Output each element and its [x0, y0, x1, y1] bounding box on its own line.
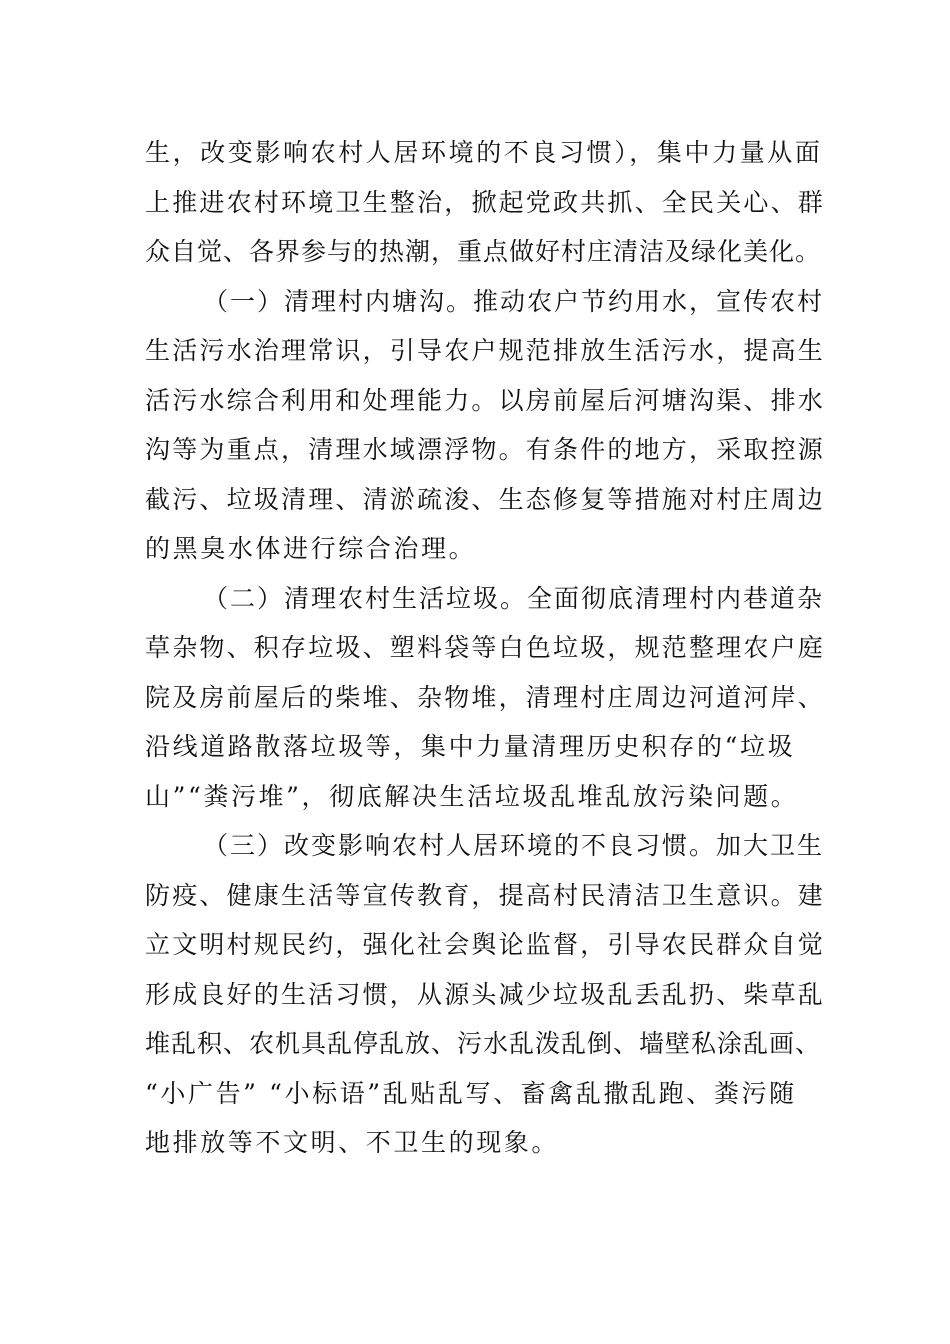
text-line: 地排放等不文明、不卫生的现象。: [145, 1128, 560, 1157]
section-2-heading-line: （二）清理农村生活垃圾。全面彻底清理村内巷道杂: [203, 583, 825, 613]
text-line: “小广告” “小标语”乱贴乱写、畜禽乱撒乱跑、粪污随: [145, 1078, 797, 1108]
text-line: 形成良好的生活习惯，从源头减少垃圾乱丢乱扔、柴草乱: [145, 979, 826, 1009]
text-line: 山”“粪污堆”，彻底解决生活垃圾乱堆乱放污染问题。: [145, 781, 799, 811]
body-text: [145, 128, 826, 1168]
text-line: 立文明村规民约，强化社会舆论监督，引导农民群众自觉: [145, 930, 826, 959]
text-line: 院及房前屋后的柴堆、杂物堆，清理村庄周边河道河岸、: [145, 682, 826, 712]
text-line: 的黑臭水体进行综合治理。: [145, 534, 477, 563]
text-line: 生活污水治理常识，引导农户规范排放生活污水，提高生: [145, 336, 826, 365]
text-line: 截污、垃圾清理、清淤疏浚、生态修复等措施对村庄周边: [145, 484, 826, 514]
text-line: 活污水综合利用和处理能力。以房前屋后河塘沟渠、排水: [145, 385, 826, 415]
text-line: 沿线道路散落垃圾等，集中力量清理历史积存的“垃圾: [145, 732, 796, 761]
text-line: 上推进农村环境卫生整治，掀起党政共抓、全民关心、群: [145, 187, 826, 217]
section-3-heading-line: （三）改变影响农村人居环境的不良习惯。加大卫生: [203, 831, 825, 860]
section-1-heading-line: （一）清理村内塘沟。推动农户节约用水，宣传农村: [203, 286, 825, 316]
text-line: 生，改变影响农村人居环境的不良习惯），集中力量从面: [145, 138, 823, 167]
text-line: 草杂物、积存垃圾、塑料袋等白色垃圾，规范整理农户庭: [145, 633, 826, 662]
text-line: 众自觉、各界参与的热潮，重点做好村庄清洁及绿化美化。: [145, 237, 822, 266]
text-line: 沟等为重点，清理水域漂浮物。有条件的地方，采取控源: [145, 435, 826, 464]
text-line: 防疫、健康生活等宣传教育，提高村民清洁卫生意识。建: [145, 880, 826, 910]
text-line: 堆乱积、农机具乱停乱放、污水乱泼乱倒、墙壁私涂乱画、: [145, 1029, 822, 1058]
